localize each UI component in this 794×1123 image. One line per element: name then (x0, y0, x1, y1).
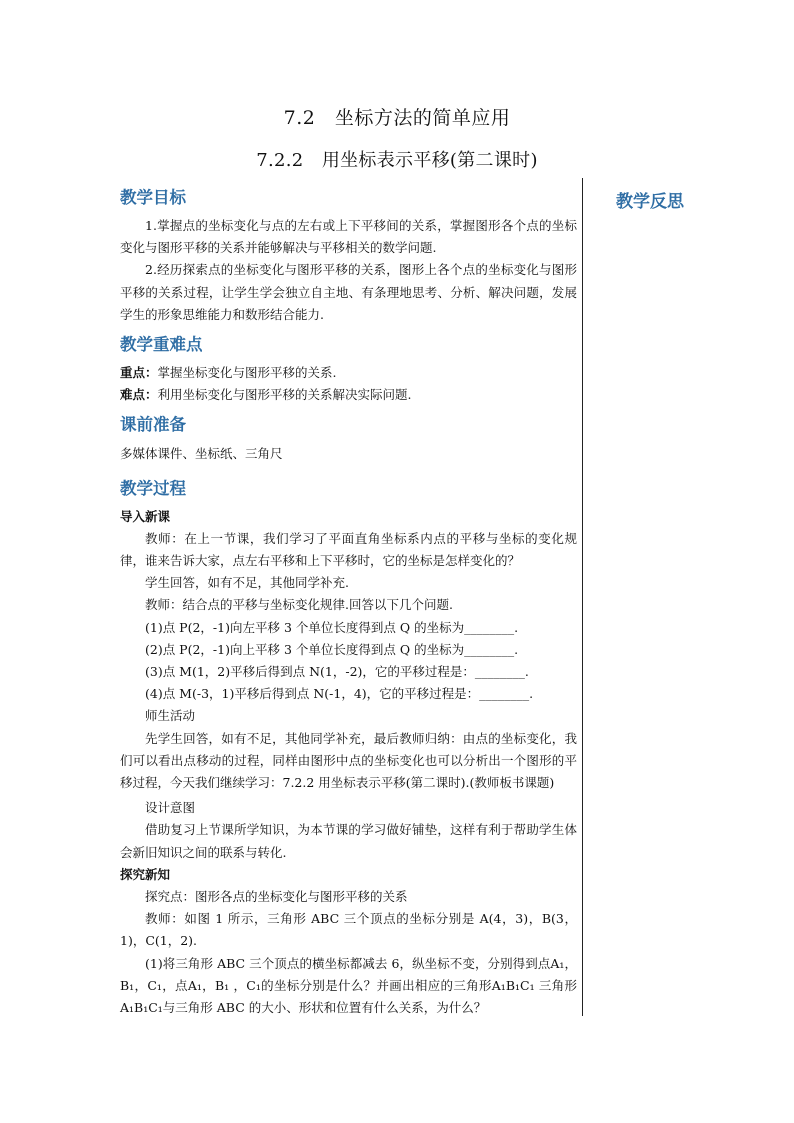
page-subtitle: 7.2.2 用坐标表示平移(第二课时) (256, 150, 538, 171)
process-paragraph-9: 教师：如图 1 所示，三角形 ABC 三个顶点的坐标分别是 A(4，3)，B(3，1)，C(1，2). (120, 911, 577, 949)
key-point-line (120, 362, 577, 384)
process-paragraph-8: 探究点：图形各点的坐标变化与图形平移的关系 (145, 889, 408, 905)
process-heading: 教学过程 (120, 478, 186, 498)
process-paragraph-10: (1)将三角形 ABC 三个顶点的横坐标都减去 6，纵坐标不变，分别得到点A₁，B₁，C₁，点A₁，B₁ ，C₁的坐标分别是什么？并画出相应的三角形A₁B₁C₁ 三角形A₁B₁C₁与三角形 ABC 的大小、形状和位置有什么关系，为什么？ (120, 955, 577, 1016)
page-title: 7.2 坐标方法的简单应用 (283, 107, 511, 129)
difficult-point-label: 难点： (120, 387, 158, 403)
key-point-label: 重点： (120, 365, 158, 381)
intro-heading: 导入新课 (120, 508, 171, 524)
process-paragraph-6: 设计意图 (145, 800, 196, 816)
question-1: (1)点 P(2，-1)向左平移 3 个单位长度得到点 Q 的坐标为________. (145, 619, 519, 635)
explore-heading: 探究新知 (120, 866, 171, 882)
column-divider (582, 178, 583, 1016)
goals-paragraph-2: 2.经历探索点的坐标变化与图形平移的关系，图形上各个点的坐标变化与图形平移的关系过程，让学生学会独立自主地、有条理地思考、分析、解决问题，发展学生的形象思维能力和数形结合能力. (120, 262, 577, 322)
process-paragraph-4: 师生活动 (145, 708, 196, 724)
prep-heading: 课前准备 (120, 415, 186, 435)
prep-text: 多媒体课件、坐标纸、三角尺 (120, 446, 283, 462)
reflection-heading: 教学反思 (616, 192, 684, 212)
difficult-point-text: 利用坐标变化与图形平移的关系解决实际问题. (157, 387, 412, 403)
process-paragraph-3: 教师：结合点的平移与坐标变化规律.回答以下几个问题. (145, 597, 453, 613)
goals-paragraph-1: 1.掌握点的坐标变化与点的左右或上下平移间的关系，掌握图形各个点的坐标变化与图形平移的关系并能够解决与平移相关的数学问题. (120, 218, 577, 256)
question-2: (2)点 P(2，-1)向上平移 3 个单位长度得到点 Q 的坐标为________. (145, 641, 519, 657)
difficult-point-line (120, 384, 577, 406)
process-paragraph-1: 教师：在上一节课，我们学习了平面直角坐标系内点的平移与坐标的变化规律，谁来告诉大家，点左右平移和上下平移时，它的坐标是怎样变化的？ (120, 530, 577, 569)
process-paragraph-2: 学生回答，如有不足，其他同学补充. (145, 575, 349, 591)
question-3: (3)点 M(1，2)平移后得到点 N(1，-2)，它的平移过程是：________. (145, 664, 529, 680)
process-paragraph-5: 先学生回答，如有不足，其他同学补充，最后教师归纳：由点的坐标变化，我们可以看出点移动的过程，同样由图形中点的坐标变化也可以分析出一个图形的平移过程，今天我们继续学习：7.2.2 用坐标表示平移(第二课时).(教师板书课题) (120, 730, 577, 791)
process-paragraph-7: 借助复习上节课所学知识，为本节课的学习做好铺垫，这样有利于帮助学生体会新旧知识之间的联系与转化. (120, 822, 577, 860)
main-content (120, 186, 577, 1019)
key-points-heading: 教学重难点 (120, 335, 203, 355)
key-point-text: 掌握坐标变化与图形平移的关系. (157, 365, 337, 381)
question-4: (4)点 M(-3，1)平移后得到点 N(-1，4)，它的平移过程是：________. (145, 686, 534, 702)
goals-heading: 教学目标 (120, 188, 186, 207)
